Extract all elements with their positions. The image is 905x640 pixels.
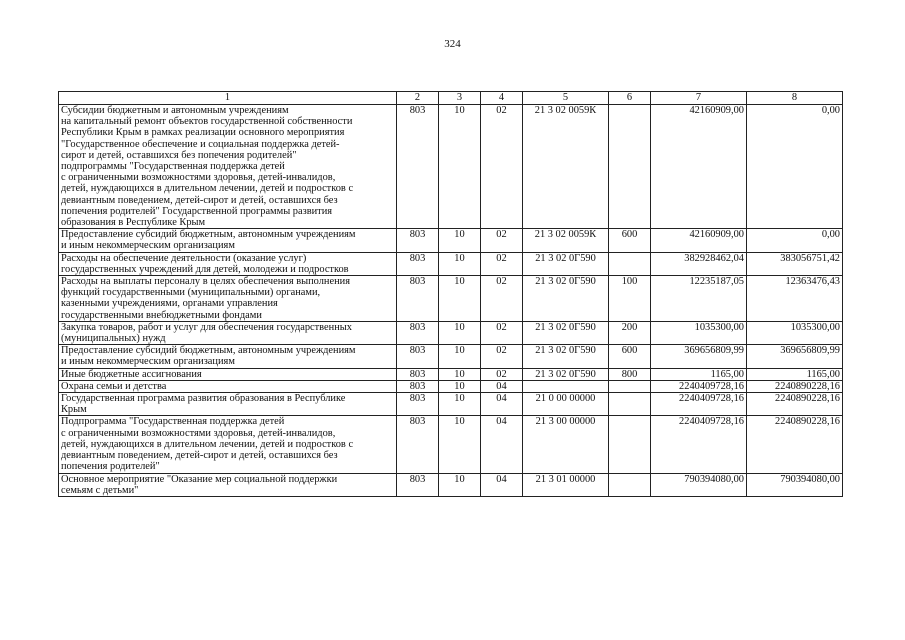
header-col-1: 1 [59, 92, 397, 105]
amount-year-2: 1035300,00 [747, 321, 843, 344]
description-line: государственных учреждений для детей, молодежи и подростков [61, 263, 349, 275]
subsection-code: 02 [481, 321, 523, 344]
description-line: подпрограммы "Государственная поддержка детей [61, 161, 285, 173]
expense-type-code [609, 393, 651, 416]
subsection-code: 02 [481, 105, 523, 229]
header-col-5: 5 [523, 92, 609, 105]
amount-year-2: 383056751,42 [747, 252, 843, 275]
amount-year-2: 790394080,00 [747, 473, 843, 496]
description-line: Расходы на выплаты персоналу в целях обеспечения выполнения [61, 276, 350, 288]
description-line: Иные бюджетные ассигнования [61, 368, 202, 380]
expense-type-code: 800 [609, 368, 651, 380]
description-line: попечения родителей" [61, 461, 160, 473]
description-line: детей, нуждающихся в длительном лечении, детей и подростков с [61, 438, 354, 450]
section-code: 10 [439, 252, 481, 275]
description-line: и иным некоммерческим организациям [61, 240, 235, 252]
description-line: и иным некоммерческим организациям [61, 356, 235, 368]
section-code: 10 [439, 229, 481, 252]
subsection-code: 04 [481, 416, 523, 473]
expense-type-code [609, 473, 651, 496]
row-description [59, 368, 397, 380]
description-line: с ограниченными возможностями здоровья, детей-инвалидов, [61, 427, 336, 439]
expense-type-code: 100 [609, 276, 651, 322]
description-line: Основное мероприятие "Оказание мер социальной поддержки [61, 473, 338, 485]
page-number: 324 [444, 38, 461, 50]
amount-year-1: 12235187,05 [651, 276, 747, 322]
description-line: Крым [61, 404, 87, 416]
header-col-2: 2 [397, 92, 439, 105]
grbs-code: 803 [397, 416, 439, 473]
amount-year-2: 0,00 [747, 229, 843, 252]
subsection-code: 02 [481, 276, 523, 322]
description-line: девиантным поведением, детей-сирот и детей, оставшихся без [61, 450, 338, 462]
grbs-code: 803 [397, 276, 439, 322]
table-row [59, 276, 843, 322]
table-row [59, 105, 843, 229]
description-line: Закупка товаров, работ и услуг для обеспечения государственных [61, 321, 352, 333]
row-description [59, 416, 397, 473]
table-row [59, 416, 843, 473]
grbs-code: 803 [397, 345, 439, 368]
amount-year-1: 1165,00 [651, 368, 747, 380]
subsection-code: 02 [481, 368, 523, 380]
amount-year-2: 12363476,43 [747, 276, 843, 322]
target-article-code: 21 3 02 0Г590 [523, 345, 609, 368]
row-description [59, 321, 397, 344]
expense-type-code: 600 [609, 345, 651, 368]
description-line: Предоставление субсидий бюджетным, автономным учреждениям [61, 229, 356, 241]
description-line: попечения родителей" Государственной программы развития [61, 205, 333, 217]
header-col-4: 4 [481, 92, 523, 105]
description-line: семьям с детьми" [61, 484, 139, 496]
section-code: 10 [439, 321, 481, 344]
description-line: Предоставление субсидий бюджетным, автономным учреждениям [61, 345, 356, 357]
description-line: Расходы на обеспечение деятельности (оказание услуг) [61, 252, 307, 264]
row-description [59, 393, 397, 416]
amount-year-2: 2240890228,16 [747, 416, 843, 473]
section-code: 10 [439, 416, 481, 473]
description-line: Подпрограмма "Государственная поддержка детей [61, 416, 285, 428]
amount-year-1: 1035300,00 [651, 321, 747, 344]
amount-year-1: 42160909,00 [651, 229, 747, 252]
section-code: 10 [439, 473, 481, 496]
grbs-code: 803 [397, 380, 439, 392]
row-description [59, 105, 397, 229]
subsection-code: 04 [481, 380, 523, 392]
target-article-code: 21 3 02 0Г590 [523, 276, 609, 322]
description-line: казенными учреждениями, органами управления [61, 298, 278, 310]
row-description [59, 345, 397, 368]
table-row [59, 321, 843, 344]
grbs-code: 803 [397, 393, 439, 416]
grbs-code: 803 [397, 252, 439, 275]
amount-year-2: 2240890228,16 [747, 380, 843, 392]
section-code: 10 [439, 105, 481, 229]
row-description [59, 252, 397, 275]
header-col-6: 6 [609, 92, 651, 105]
description-line: с ограниченными возможностями здоровья, детей-инвалидов, [61, 172, 336, 184]
expense-type-code [609, 416, 651, 473]
budget-table [58, 91, 843, 497]
table-row [59, 229, 843, 252]
description-line: функций государственными (муниципальными) органами, [61, 287, 321, 299]
target-article-code: 21 0 00 00000 [523, 393, 609, 416]
section-code: 10 [439, 368, 481, 380]
section-code: 10 [439, 345, 481, 368]
grbs-code: 803 [397, 321, 439, 344]
expense-type-code [609, 252, 651, 275]
amount-year-1: 369656809,99 [651, 345, 747, 368]
subsection-code: 04 [481, 393, 523, 416]
table-row [59, 473, 843, 496]
row-description [59, 473, 397, 496]
grbs-code: 803 [397, 473, 439, 496]
target-article-code [523, 380, 609, 392]
description-line: "Государственное обеспечение и социальная поддержка детей- [61, 138, 340, 150]
amount-year-1: 42160909,00 [651, 105, 747, 229]
description-line: Государственная программа развития образования в Республике [61, 393, 346, 405]
table-body [59, 105, 843, 497]
grbs-code: 803 [397, 229, 439, 252]
table-row [59, 380, 843, 392]
subsection-code: 04 [481, 473, 523, 496]
description-line: образования в Республике Крым [61, 217, 206, 229]
amount-year-1: 382928462,04 [651, 252, 747, 275]
header-row [59, 92, 843, 105]
target-article-code: 21 3 02 0Г590 [523, 252, 609, 275]
expense-type-code [609, 380, 651, 392]
row-description [59, 380, 397, 392]
subsection-code: 02 [481, 345, 523, 368]
amount-year-2: 1165,00 [747, 368, 843, 380]
subsection-code: 02 [481, 229, 523, 252]
amount-year-1: 790394080,00 [651, 473, 747, 496]
amount-year-2: 369656809,99 [747, 345, 843, 368]
amount-year-2: 2240890228,16 [747, 393, 843, 416]
amount-year-1: 2240409728,16 [651, 393, 747, 416]
target-article-code: 21 3 02 0059К [523, 229, 609, 252]
section-code: 10 [439, 380, 481, 392]
section-code: 10 [439, 276, 481, 322]
description-line: государственными внебюджетными фондами [61, 309, 262, 321]
expense-type-code: 200 [609, 321, 651, 344]
grbs-code: 803 [397, 105, 439, 229]
description-line: Охрана семьи и детства [61, 380, 167, 392]
description-line: девиантным поведением, детей-сирот и детей, оставшихся без [61, 194, 338, 206]
target-article-code: 21 3 00 00000 [523, 416, 609, 473]
description-line: Субсидии бюджетным и автономным учреждениям [61, 105, 289, 116]
expense-type-code [609, 105, 651, 229]
table-row [59, 368, 843, 380]
expense-type-code: 600 [609, 229, 651, 252]
target-article-code: 21 3 02 0Г590 [523, 321, 609, 344]
amount-year-1: 2240409728,16 [651, 416, 747, 473]
description-line: детей, нуждающихся в длительном лечении, детей и подростков с [61, 183, 354, 195]
target-article-code: 21 3 02 0Г590 [523, 368, 609, 380]
header-col-8: 8 [747, 92, 843, 105]
grbs-code: 803 [397, 368, 439, 380]
description-line: на капитальный ремонт объектов государственной собственности [61, 116, 353, 128]
section-code: 10 [439, 393, 481, 416]
subsection-code: 02 [481, 252, 523, 275]
header-col-3: 3 [439, 92, 481, 105]
table-row [59, 345, 843, 368]
target-article-code: 21 3 02 0059К [523, 105, 609, 229]
table-row [59, 252, 843, 275]
description-line: сирот и детей, оставшихся без попечения родителей" [61, 149, 297, 161]
table-row [59, 393, 843, 416]
amount-year-1: 2240409728,16 [651, 380, 747, 392]
header-col-7: 7 [651, 92, 747, 105]
description-line: (муниципальных) нужд [61, 333, 166, 345]
description-line: Республики Крым в рамках реализации основного мероприятия [61, 127, 345, 139]
row-description [59, 276, 397, 322]
row-description [59, 229, 397, 252]
amount-year-2: 0,00 [747, 105, 843, 229]
target-article-code: 21 3 01 00000 [523, 473, 609, 496]
